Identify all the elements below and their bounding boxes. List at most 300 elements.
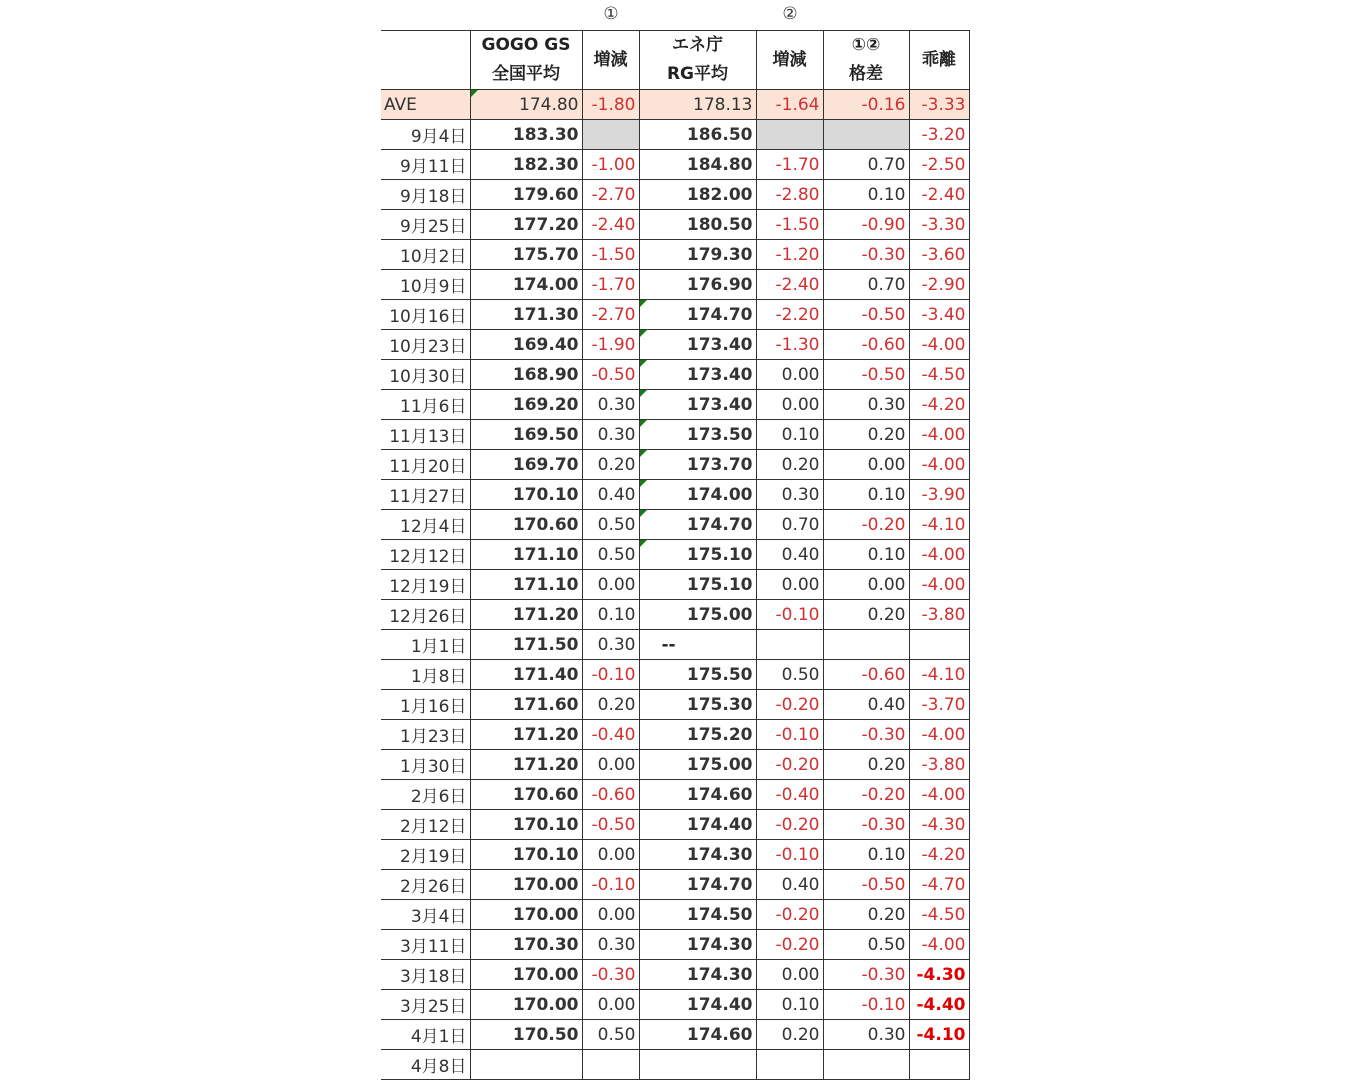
- cell-d1: -1.80: [582, 90, 639, 120]
- cell-d1: 0.00: [582, 750, 639, 780]
- cell-gogo: 171.10: [470, 540, 582, 570]
- table-row: [381, 660, 969, 690]
- cell-d1: -1.50: [582, 240, 639, 270]
- cell-gap: 0.70: [823, 270, 909, 300]
- cell-d2: -1.30: [756, 330, 823, 360]
- header-gap: [823, 31, 909, 90]
- cell-ene: 174.60: [639, 780, 756, 810]
- cell-d2: -2.40: [756, 270, 823, 300]
- cell-gogo: 170.60: [470, 780, 582, 810]
- cell-d1: 0.30: [582, 390, 639, 420]
- cell-d1: 0.30: [582, 630, 639, 660]
- table-row: [381, 120, 969, 150]
- cell-gap: 0.50: [823, 930, 909, 960]
- cell-d2: 0.40: [756, 870, 823, 900]
- cell-d1: 0.00: [582, 570, 639, 600]
- header-ene-line1: エネ庁: [672, 35, 723, 55]
- cell-ene: 179.30: [639, 240, 756, 270]
- cell-div: -3.20: [909, 120, 969, 150]
- cell-d2: -0.40: [756, 780, 823, 810]
- table-row: [381, 960, 969, 990]
- cell-date: 4月1日: [381, 1020, 470, 1050]
- column-markers: [0, 4, 1350, 26]
- cell-div: -4.10: [909, 660, 969, 690]
- cell-gogo: 170.00: [470, 870, 582, 900]
- cell-ene: 176.90: [639, 270, 756, 300]
- header-ene: [639, 31, 756, 90]
- cell-div: -2.40: [909, 180, 969, 210]
- cell-d2: -0.20: [756, 930, 823, 960]
- cell-gogo: 169.70: [470, 450, 582, 480]
- cell-d1: 0.10: [582, 600, 639, 630]
- cell-ene: 174.30: [639, 840, 756, 870]
- cell-gogo: 175.70: [470, 240, 582, 270]
- cell-gap: 0.00: [823, 570, 909, 600]
- cell-text: 175.10: [686, 544, 753, 565]
- cell-ene: [639, 330, 756, 360]
- cell-date: 1月23日: [381, 720, 470, 750]
- cell-date: 12月26日: [381, 600, 470, 630]
- cell-d2: -1.20: [756, 240, 823, 270]
- cell-gap: -0.50: [823, 360, 909, 390]
- cell-gogo: 171.20: [470, 600, 582, 630]
- cell-d1: 0.30: [582, 420, 639, 450]
- cell-gap: -0.16: [823, 90, 909, 120]
- cell-date: 10月16日: [381, 300, 470, 330]
- cell-ene: [639, 1050, 756, 1080]
- cell-gogo: 170.10: [470, 840, 582, 870]
- cell-gap: -0.20: [823, 780, 909, 810]
- cell-gogo: [470, 1050, 582, 1080]
- table-row: [381, 750, 969, 780]
- cell-div: -4.20: [909, 840, 969, 870]
- cell-d2: -0.20: [756, 750, 823, 780]
- cell-date: 1月30日: [381, 750, 470, 780]
- cell-d2: [756, 1050, 823, 1080]
- cell-d1: -0.60: [582, 780, 639, 810]
- cell-gap: [823, 630, 909, 660]
- cell-d1: 0.30: [582, 930, 639, 960]
- cell-d2: -2.80: [756, 180, 823, 210]
- cell-ene: 175.50: [639, 660, 756, 690]
- cell-gogo: 171.20: [470, 750, 582, 780]
- comment-indicator: [471, 90, 478, 97]
- header-gap-line2: 格差: [849, 64, 883, 84]
- cell-gap: 0.30: [823, 1020, 909, 1050]
- cell-date: 3月11日: [381, 930, 470, 960]
- cell-ene: [639, 510, 756, 540]
- cell-div: -3.80: [909, 600, 969, 630]
- cell-ene: [639, 540, 756, 570]
- cell-d2: -0.20: [756, 690, 823, 720]
- comment-indicator: [640, 330, 647, 337]
- comment-indicator: [640, 480, 647, 487]
- cell-d2: 0.50: [756, 660, 823, 690]
- cell-gap: 0.10: [823, 540, 909, 570]
- cell-text: 173.50: [686, 424, 753, 445]
- cell-gap: 0.10: [823, 480, 909, 510]
- cell-ene: 182.00: [639, 180, 756, 210]
- cell-gogo: 168.90: [470, 360, 582, 390]
- header-date: [381, 31, 470, 90]
- cell-d2: -0.10: [756, 720, 823, 750]
- cell-gogo: 171.60: [470, 690, 582, 720]
- table-row: [381, 330, 969, 360]
- comment-indicator: [640, 420, 647, 427]
- cell-d2: 0.20: [756, 450, 823, 480]
- cell-d2: [756, 630, 823, 660]
- cell-ene: [639, 450, 756, 480]
- cell-gap: -0.50: [823, 870, 909, 900]
- table-row: [381, 600, 969, 630]
- cell-date: 1月8日: [381, 660, 470, 690]
- cell-gogo: 171.40: [470, 660, 582, 690]
- cell-d2: 0.00: [756, 360, 823, 390]
- cell-d2: 0.70: [756, 510, 823, 540]
- table-row: [381, 810, 969, 840]
- cell-d1: -0.50: [582, 810, 639, 840]
- cell-ene: 175.00: [639, 600, 756, 630]
- cell-gap: 0.40: [823, 690, 909, 720]
- cell-d1: [582, 120, 639, 150]
- header-gogo-line2: 全国平均: [492, 64, 560, 84]
- cell-gogo: 169.40: [470, 330, 582, 360]
- cell-date: 10月2日: [381, 240, 470, 270]
- table-row: [381, 630, 969, 660]
- cell-gogo: 182.30: [470, 150, 582, 180]
- cell-d2: -2.20: [756, 300, 823, 330]
- table-row: [381, 930, 969, 960]
- cell-d1: 0.50: [582, 510, 639, 540]
- cell-gap: -0.30: [823, 960, 909, 990]
- cell-d1: -2.70: [582, 180, 639, 210]
- cell-div: -4.50: [909, 900, 969, 930]
- cell-gap: 0.10: [823, 840, 909, 870]
- cell-date: 10月30日: [381, 360, 470, 390]
- cell-date: 12月12日: [381, 540, 470, 570]
- cell-gogo: 170.00: [470, 990, 582, 1020]
- cell-d1: -0.10: [582, 660, 639, 690]
- cell-ene: 174.40: [639, 810, 756, 840]
- cell-d2: 0.00: [756, 960, 823, 990]
- table-row: [381, 240, 969, 270]
- cell-gogo: 170.30: [470, 930, 582, 960]
- comment-indicator: [640, 510, 647, 517]
- cell-gogo: [470, 90, 582, 120]
- table-row: [381, 540, 969, 570]
- cell-gap: [823, 1050, 909, 1080]
- cell-date: 1月1日: [381, 630, 470, 660]
- cell-div: -3.30: [909, 210, 969, 240]
- comment-indicator: [640, 450, 647, 457]
- table-row: [381, 840, 969, 870]
- cell-d1: -0.10: [582, 870, 639, 900]
- cell-ene: 175.30: [639, 690, 756, 720]
- cell-d1: -0.50: [582, 360, 639, 390]
- cell-d2: 0.30: [756, 480, 823, 510]
- table-row: [381, 720, 969, 750]
- cell-gogo: 171.10: [470, 570, 582, 600]
- cell-d1: -1.70: [582, 270, 639, 300]
- header-row: [381, 31, 969, 90]
- cell-ene: 174.40: [639, 990, 756, 1020]
- cell-gap: -0.20: [823, 510, 909, 540]
- cell-d1: -0.40: [582, 720, 639, 750]
- cell-div: -4.00: [909, 450, 969, 480]
- cell-ene: [639, 420, 756, 450]
- cell-date: 3月4日: [381, 900, 470, 930]
- table-row: [381, 270, 969, 300]
- cell-gogo: 170.10: [470, 480, 582, 510]
- cell-date: 4月8日: [381, 1050, 470, 1080]
- header-delta2: 増減: [756, 31, 823, 90]
- table-row: [381, 450, 969, 480]
- cell-gogo: 179.60: [470, 180, 582, 210]
- cell-date: 9月11日: [381, 150, 470, 180]
- cell-ene: 184.80: [639, 150, 756, 180]
- cell-d1: 0.20: [582, 450, 639, 480]
- cell-gap: [823, 120, 909, 150]
- cell-div: -4.20: [909, 390, 969, 420]
- cell-d2: -0.10: [756, 600, 823, 630]
- cell-div: -2.50: [909, 150, 969, 180]
- cell-gap: -0.50: [823, 300, 909, 330]
- cell-gogo: 169.20: [470, 390, 582, 420]
- cell-gogo: 171.50: [470, 630, 582, 660]
- table-row: [381, 870, 969, 900]
- cell-date: 1月16日: [381, 690, 470, 720]
- cell-div: -4.10: [909, 1020, 969, 1050]
- cell-d2: 0.00: [756, 570, 823, 600]
- cell-div: -3.70: [909, 690, 969, 720]
- cell-gogo: 183.30: [470, 120, 582, 150]
- cell-text: 174.70: [686, 304, 753, 325]
- cell-d1: 0.50: [582, 540, 639, 570]
- cell-div: -4.00: [909, 540, 969, 570]
- cell-gap: 0.20: [823, 600, 909, 630]
- table-row: [381, 510, 969, 540]
- cell-gap: 0.00: [823, 450, 909, 480]
- cell-div: -4.70: [909, 870, 969, 900]
- cell-d1: -2.70: [582, 300, 639, 330]
- table-row: [381, 480, 969, 510]
- cell-date: 2月26日: [381, 870, 470, 900]
- cell-ene: [639, 300, 756, 330]
- cell-ene: [639, 480, 756, 510]
- cell-div: -4.40: [909, 990, 969, 1020]
- table-row: [381, 990, 969, 1020]
- table-row: [381, 900, 969, 930]
- cell-div: -4.00: [909, 780, 969, 810]
- table-row: [381, 1020, 969, 1050]
- table-row: [381, 1050, 969, 1080]
- cell-ene: 175.00: [639, 750, 756, 780]
- cell-gap: 0.20: [823, 420, 909, 450]
- cell-div: -3.60: [909, 240, 969, 270]
- cell-div: -4.00: [909, 420, 969, 450]
- header-divergence: 乖離: [909, 31, 969, 90]
- cell-div: -4.30: [909, 810, 969, 840]
- cell-date: 10月23日: [381, 330, 470, 360]
- cell-ene: --: [639, 630, 756, 660]
- cell-d2: [756, 120, 823, 150]
- comment-indicator: [640, 300, 647, 307]
- cell-gogo: 170.50: [470, 1020, 582, 1050]
- cell-ene: 174.70: [639, 870, 756, 900]
- cell-gap: -0.30: [823, 810, 909, 840]
- cell-text: 173.40: [686, 394, 753, 415]
- cell-d2: 0.00: [756, 390, 823, 420]
- cell-date: 2月19日: [381, 840, 470, 870]
- cell-d2: -1.50: [756, 210, 823, 240]
- table-row: [381, 780, 969, 810]
- cell-div: -3.80: [909, 750, 969, 780]
- cell-d1: [582, 1050, 639, 1080]
- header-ene-line2: RG平均: [666, 64, 729, 84]
- cell-div: -4.00: [909, 930, 969, 960]
- cell-ene: 178.13: [639, 90, 756, 120]
- cell-text: 174.80: [519, 94, 579, 115]
- cell-d1: -0.30: [582, 960, 639, 990]
- cell-gap: -0.30: [823, 720, 909, 750]
- cell-d2: -0.20: [756, 900, 823, 930]
- cell-gogo: 174.00: [470, 270, 582, 300]
- table-row: [381, 360, 969, 390]
- cell-gap: 0.70: [823, 150, 909, 180]
- table-row: [381, 390, 969, 420]
- cell-div: -4.30: [909, 960, 969, 990]
- cell-date: 9月18日: [381, 180, 470, 210]
- cell-div: [909, 1050, 969, 1080]
- header-gap-line1: ①②: [851, 35, 881, 55]
- cell-ene: 174.30: [639, 930, 756, 960]
- cell-d1: 0.00: [582, 840, 639, 870]
- cell-ene: 174.60: [639, 1020, 756, 1050]
- cell-gap: 0.20: [823, 900, 909, 930]
- cell-date: 3月25日: [381, 990, 470, 1020]
- cell-d1: -1.90: [582, 330, 639, 360]
- cell-date: 2月12日: [381, 810, 470, 840]
- cell-date: 12月19日: [381, 570, 470, 600]
- cell-d2: -0.10: [756, 840, 823, 870]
- cell-text: 173.70: [686, 454, 753, 475]
- cell-div: -3.40: [909, 300, 969, 330]
- cell-div: -4.50: [909, 360, 969, 390]
- cell-d2: -0.20: [756, 810, 823, 840]
- cell-date: 11月27日: [381, 480, 470, 510]
- cell-gogo: 177.20: [470, 210, 582, 240]
- cell-d2: 0.40: [756, 540, 823, 570]
- cell-d2: -1.64: [756, 90, 823, 120]
- cell-div: -3.90: [909, 480, 969, 510]
- cell-date: 3月18日: [381, 960, 470, 990]
- cell-gap: -0.60: [823, 330, 909, 360]
- cell-div: -2.90: [909, 270, 969, 300]
- price-table: [381, 30, 970, 1080]
- cell-ene: 174.30: [639, 960, 756, 990]
- marker-1: ①: [603, 4, 619, 24]
- table-row: [381, 210, 969, 240]
- cell-d1: -2.40: [582, 210, 639, 240]
- cell-div: -4.00: [909, 570, 969, 600]
- cell-div: [909, 630, 969, 660]
- cell-gogo: 170.10: [470, 810, 582, 840]
- comment-indicator: [640, 390, 647, 397]
- cell-gogo: 170.00: [470, 900, 582, 930]
- cell-d1: -1.00: [582, 150, 639, 180]
- cell-ene: [639, 390, 756, 420]
- marker-2: ②: [782, 4, 798, 24]
- cell-text: 173.40: [686, 364, 753, 385]
- cell-gogo: 171.20: [470, 720, 582, 750]
- cell-gap: -0.90: [823, 210, 909, 240]
- cell-gogo: 170.60: [470, 510, 582, 540]
- cell-gogo: 169.50: [470, 420, 582, 450]
- cell-d2: 0.10: [756, 990, 823, 1020]
- comment-indicator: [640, 540, 647, 547]
- cell-date: 11月13日: [381, 420, 470, 450]
- cell-gap: -0.60: [823, 660, 909, 690]
- cell-d1: 0.20: [582, 690, 639, 720]
- cell-gap: -0.30: [823, 240, 909, 270]
- cell-div: -4.00: [909, 330, 969, 360]
- cell-text: 173.40: [686, 334, 753, 355]
- cell-ene: 174.50: [639, 900, 756, 930]
- cell-gap: -0.10: [823, 990, 909, 1020]
- cell-date: 2月6日: [381, 780, 470, 810]
- cell-date: AVE: [381, 90, 470, 120]
- cell-date: 9月25日: [381, 210, 470, 240]
- comment-indicator: [640, 360, 647, 367]
- cell-date: 9月4日: [381, 120, 470, 150]
- cell-d2: -1.70: [756, 150, 823, 180]
- cell-date: 11月20日: [381, 450, 470, 480]
- table-row: [381, 300, 969, 330]
- table-row: [381, 690, 969, 720]
- header-gogo: [470, 31, 582, 90]
- cell-div: -3.33: [909, 90, 969, 120]
- cell-d1: 0.00: [582, 900, 639, 930]
- cell-div: -4.00: [909, 720, 969, 750]
- cell-gogo: 171.30: [470, 300, 582, 330]
- table-row: [381, 420, 969, 450]
- average-row: [381, 90, 969, 120]
- cell-date: 10月9日: [381, 270, 470, 300]
- cell-d1: 0.00: [582, 990, 639, 1020]
- cell-ene: 180.50: [639, 210, 756, 240]
- cell-div: -4.10: [909, 510, 969, 540]
- cell-ene: 175.20: [639, 720, 756, 750]
- cell-gogo: 170.00: [470, 960, 582, 990]
- cell-ene: 186.50: [639, 120, 756, 150]
- table-row: [381, 150, 969, 180]
- cell-gap: 0.10: [823, 180, 909, 210]
- cell-gap: 0.30: [823, 390, 909, 420]
- cell-d1: 0.40: [582, 480, 639, 510]
- cell-date: 11月6日: [381, 390, 470, 420]
- cell-ene: 175.10: [639, 570, 756, 600]
- cell-d2: 0.10: [756, 420, 823, 450]
- table-body: [381, 90, 969, 1080]
- cell-text: 174.00: [686, 484, 753, 505]
- table-row: [381, 570, 969, 600]
- header-delta1: 増減: [582, 31, 639, 90]
- cell-date: 12月4日: [381, 510, 470, 540]
- cell-ene: [639, 360, 756, 390]
- header-gogo-line1: GOGO GS: [481, 35, 571, 55]
- table-row: [381, 180, 969, 210]
- cell-d1: 0.50: [582, 1020, 639, 1050]
